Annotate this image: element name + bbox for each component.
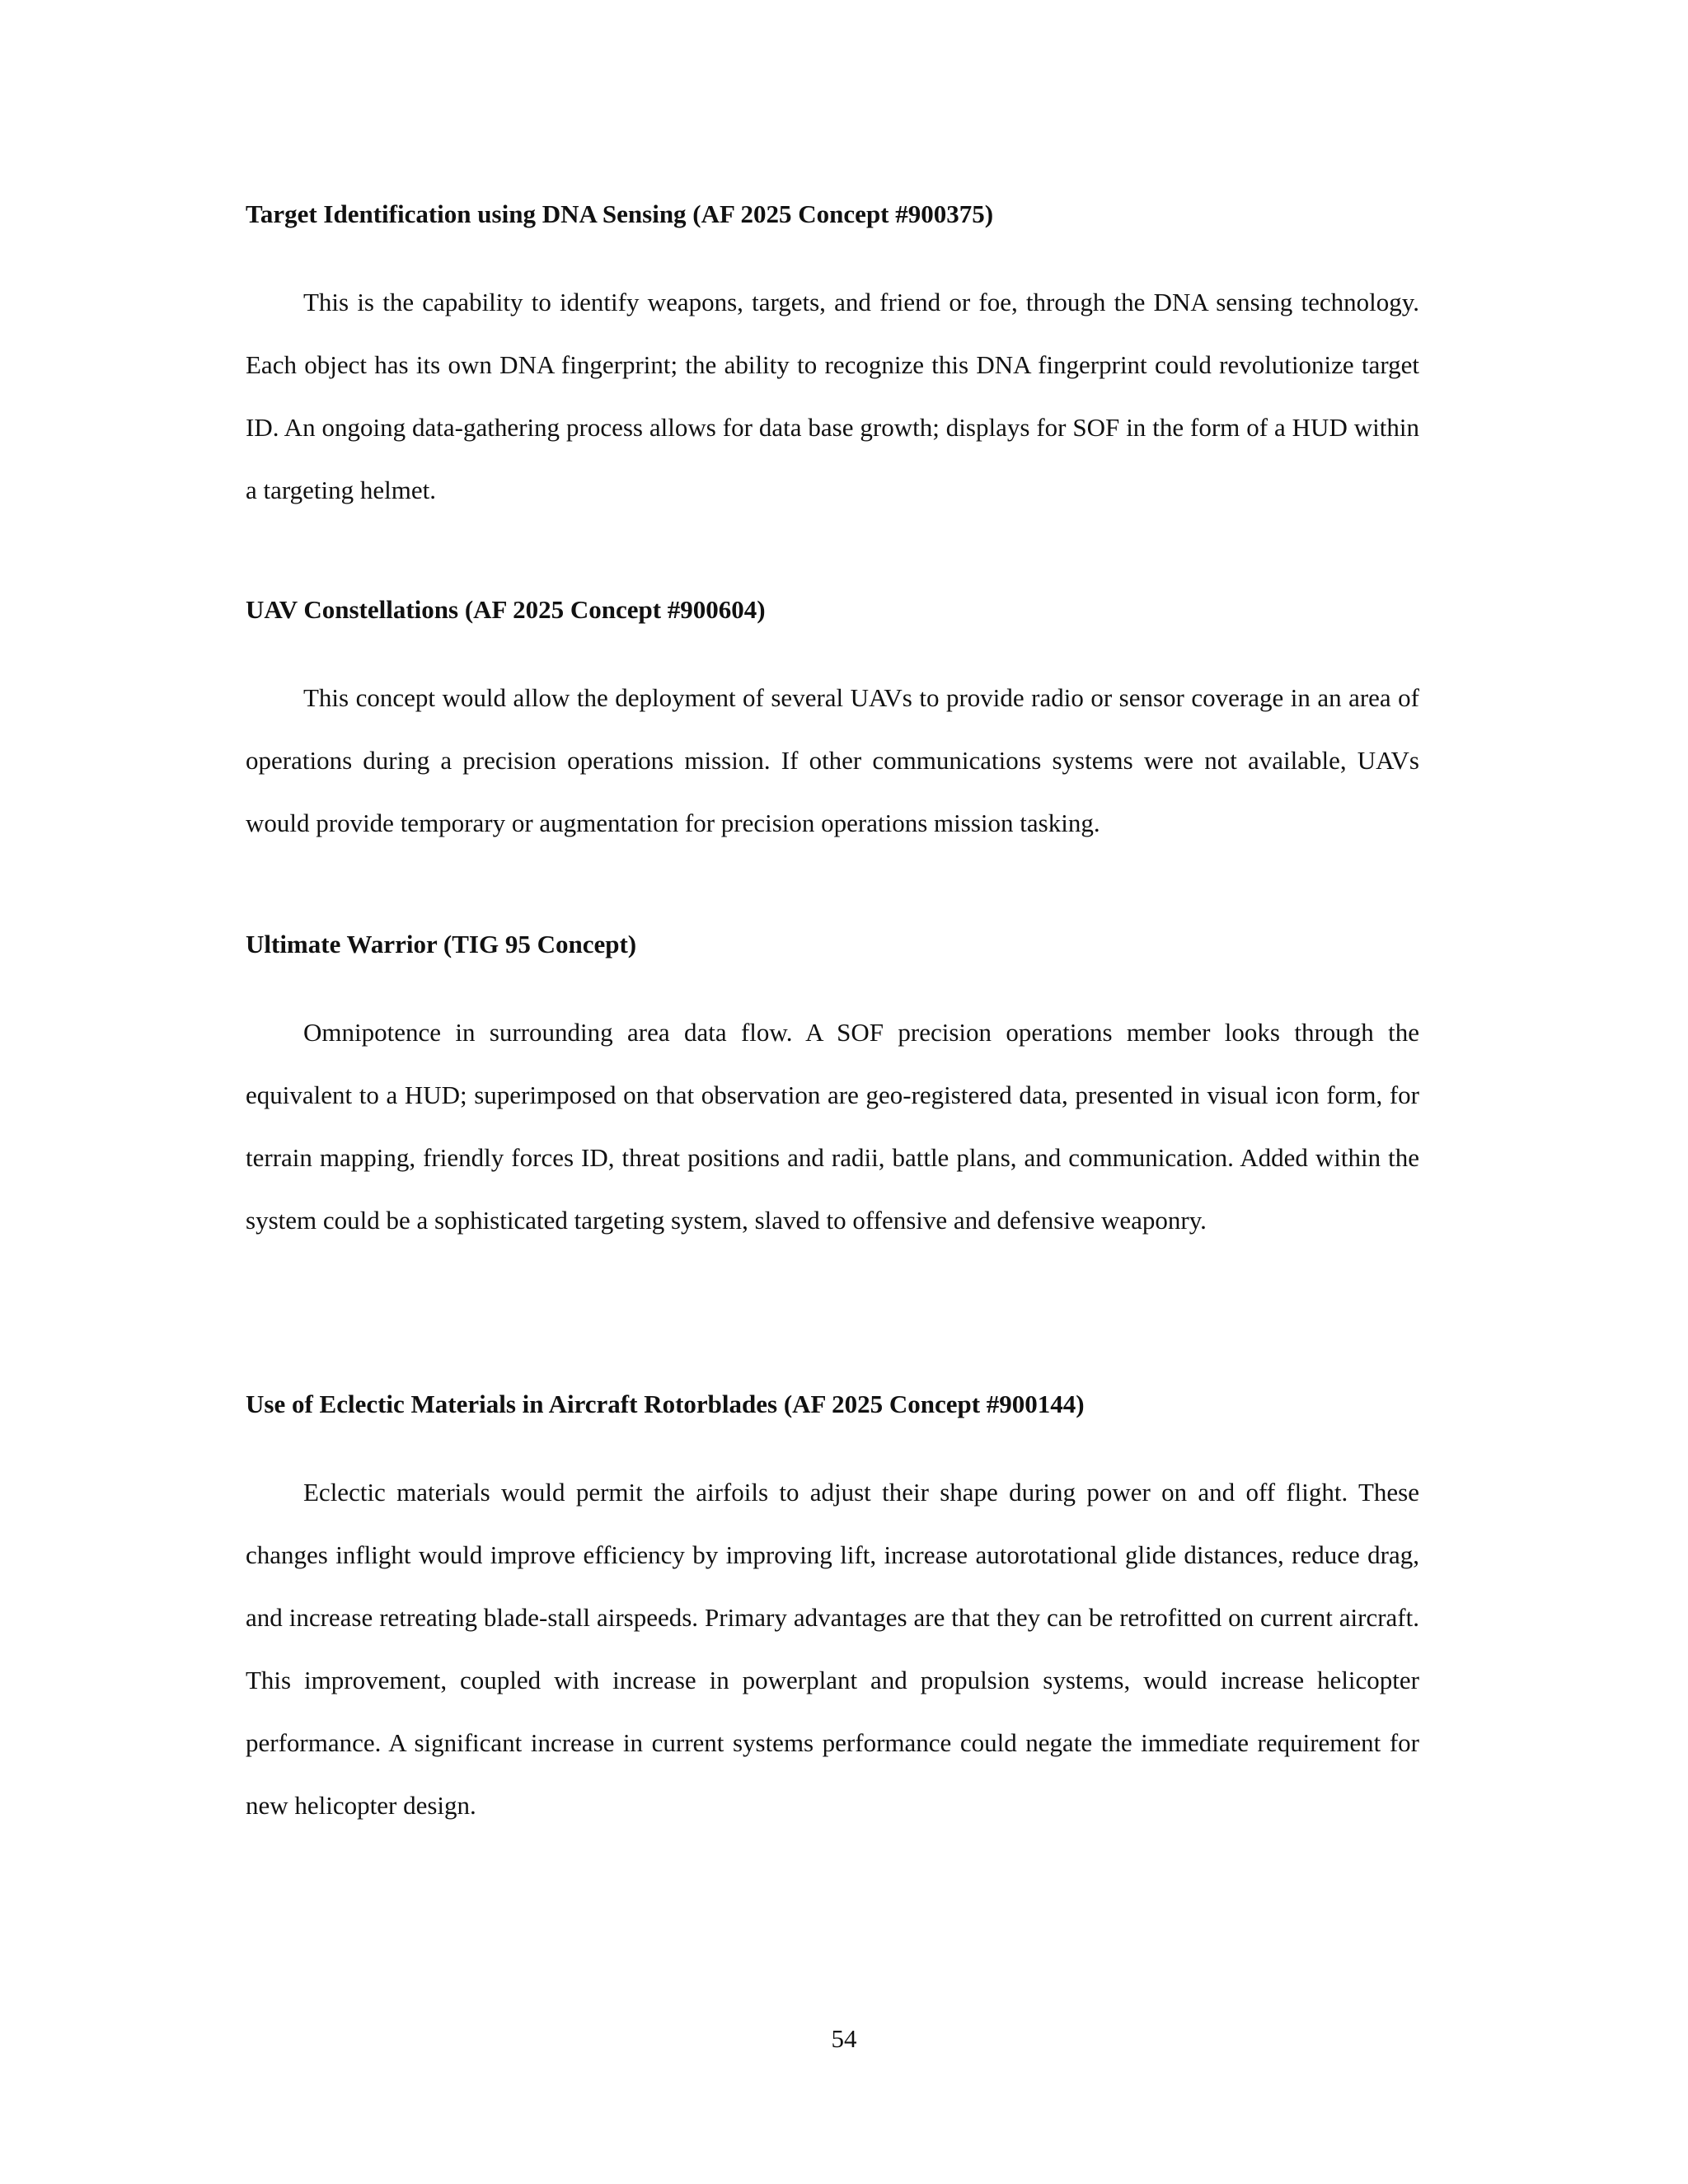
section-heading: Target Identification using DNA Sensing (AF 2025 Concept #900375) xyxy=(246,199,994,228)
section-paragraph: This concept would allow the deployment of several UAVs to provide radio or sensor coverage in an area of operations during a precision operations mission. If other communications systems were not available, UAVs would provide temporary or augmentation for precision operations mission tasking. xyxy=(246,683,1419,837)
section-heading: Use of Eclectic Materials in Aircraft Rotorblades (AF 2025 Concept #900144) xyxy=(246,1390,1085,1418)
section-ultimate-warrior xyxy=(246,928,1419,1252)
section-uav-constellations xyxy=(246,593,1419,855)
section-eclectic-materials xyxy=(246,1388,1419,1837)
section-heading: UAV Constellations (AF 2025 Concept #900604) xyxy=(246,595,766,624)
section-paragraph: Omnipotence in surrounding area data flow. A SOF precision operations member looks through the equivalent to a HUD; superimposed on that observation are geo-registered data, presented in visual icon form, for terrain mapping, friendly forces ID, threat positions and radii, battle plans, and communication. Added within the system could be a sophisticated targeting system, slaved to offensive and defensive weaponry. xyxy=(246,1018,1419,1235)
section-dna-sensing xyxy=(246,198,1419,522)
page-number: 54 xyxy=(831,2024,857,2053)
section-paragraph: This is the capability to identify weapons, targets, and friend or foe, through the DNA sensing technology. Each object has its own DNA fingerprint; the ability to recognize this DNA fingerprint could revolutionize target ID. An ongoing data-gathering process allows for data base growth; displays for SOF in the form of a HUD within a targeting helmet. xyxy=(246,288,1419,504)
section-paragraph: Eclectic materials would permit the airfoils to adjust their shape during power on and off flight. These changes inflight would improve efficiency by improving lift, increase autorotational glide distances, reduce drag, and increase retreating blade-stall airspeeds. Primary advantages are that they can be retrofitted on current aircraft. This improvement, coupled with increase in powerplant and propulsion systems, would increase helicopter performance. A significant increase in current systems performance could negate the immediate requirement for new helicopter design. xyxy=(246,1478,1419,1820)
section-heading: Ultimate Warrior (TIG 95 Concept) xyxy=(246,930,637,958)
